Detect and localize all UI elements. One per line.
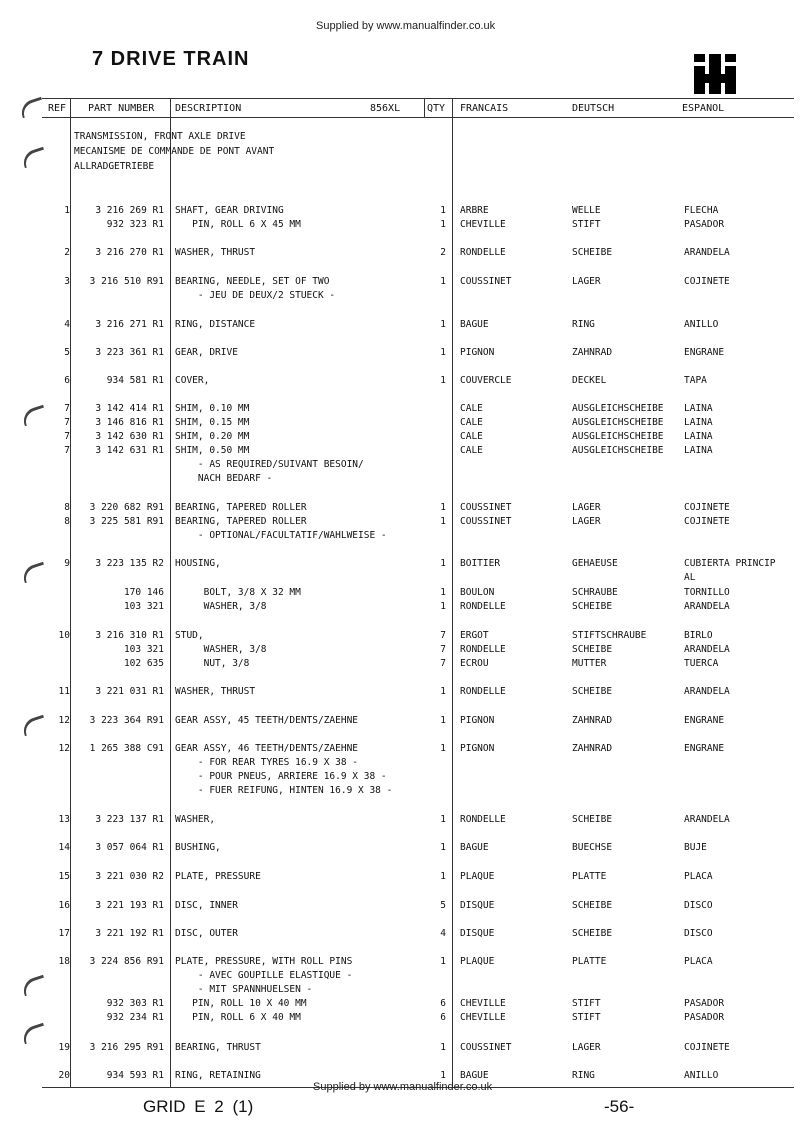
group-title-fr: MECANISME DE COMMANDE DE PONT AVANT — [74, 146, 275, 157]
row-fr: RONDELLE — [460, 247, 506, 258]
row-de: SCHEIBE — [572, 247, 613, 258]
row-es: BUJE — [684, 842, 707, 853]
row-de: MUTTER — [572, 658, 607, 669]
row-es: DISCO — [684, 900, 713, 911]
row-part: 932 303 R1 — [106, 998, 164, 1009]
row-desc: BEARING, NEEDLE, SET OF TWO — [175, 276, 330, 287]
row-de: ZAHNRAD — [572, 715, 613, 726]
row-fr: CALE — [460, 431, 483, 442]
row-qty: 1 — [440, 219, 446, 230]
row-qty: 1 — [440, 502, 446, 513]
row-desc: RING, RETAINING — [175, 1070, 261, 1081]
row-de: RING — [572, 319, 595, 330]
row-desc: STUD, — [175, 630, 204, 641]
row-fr: RONDELLE — [460, 814, 506, 825]
row-part: 170 146 — [123, 587, 164, 598]
row-qty: 1 — [440, 871, 446, 882]
row-ref: 7 — [64, 417, 70, 428]
row-es: TUERCA — [684, 658, 719, 669]
row-desc: RING, DISTANCE — [175, 319, 256, 330]
row-part: 3 224 856 R91 — [89, 956, 164, 967]
row-ref: 5 — [64, 347, 70, 358]
row-desc: - OPTIONAL/FACULTATIF/WAHLWEISE - — [175, 530, 387, 541]
row-desc: NACH BEDARF - — [175, 473, 273, 484]
row-desc: PIN, ROLL 10 X 40 MM — [175, 998, 307, 1009]
row-qty: 5 — [440, 900, 446, 911]
row-qty: 1 — [440, 1042, 446, 1053]
row-es: LAINA — [684, 445, 713, 456]
row-part: 3 223 137 R1 — [95, 814, 164, 825]
row-de: ZAHNRAD — [572, 347, 613, 358]
row-desc: DISC, OUTER — [175, 928, 238, 939]
row-desc: PLATE, PRESSURE, WITH ROLL PINS — [175, 956, 353, 967]
row-part: 3 223 361 R1 — [95, 347, 164, 358]
row-es: ARANDELA — [684, 247, 730, 258]
row-de: STIFTSCHRAUBE — [572, 630, 647, 641]
row-es: ARANDELA — [684, 601, 730, 612]
row-es: ENGRANE — [684, 347, 725, 358]
row-de: LAGER — [572, 276, 601, 287]
row-ref: 4 — [64, 319, 70, 330]
row-ref: 8 — [64, 516, 70, 527]
row-es: TORNILLO — [684, 587, 730, 598]
row-de: SCHEIBE — [572, 928, 613, 939]
punch-hole-mark — [20, 715, 47, 737]
row-part: 3 216 295 R91 — [89, 1042, 164, 1053]
row-part: 3 223 364 R91 — [89, 715, 164, 726]
row-fr: PIGNON — [460, 743, 495, 754]
punch-hole-mark — [18, 97, 45, 119]
row-es: PASADOR — [684, 998, 725, 1009]
row-de: SCHEIBE — [572, 686, 613, 697]
ih-logo-icon — [692, 52, 738, 96]
row-es: ENGRANE — [684, 743, 725, 754]
row-es: COJINETE — [684, 516, 730, 527]
row-desc: NUT, 3/8 — [175, 658, 250, 669]
row-es: ARANDELA — [684, 644, 730, 655]
row-desc: BEARING, TAPERED ROLLER — [175, 502, 307, 513]
row-es: COJINETE — [684, 276, 730, 287]
row-part: 103 321 — [123, 644, 164, 655]
row-fr: CALE — [460, 403, 483, 414]
row-es: LAINA — [684, 403, 713, 414]
row-desc: SHIM, 0.15 MM — [175, 417, 250, 428]
row-fr: CHEVILLE — [460, 219, 506, 230]
col-header-desc: DESCRIPTION — [175, 103, 242, 114]
row-desc: WASHER, 3/8 — [175, 601, 267, 612]
row-desc: - MIT SPANNHUELSEN - — [175, 984, 313, 995]
row-ref: 12 — [58, 715, 70, 726]
row-de: STIFT — [572, 998, 601, 1009]
row-qty: 1 — [440, 842, 446, 853]
row-ref: 1 — [64, 205, 70, 216]
row-qty: 1 — [440, 686, 446, 697]
row-desc: PLATE, PRESSURE — [175, 871, 261, 882]
row-desc: GEAR ASSY, 46 TEETH/DENTS/ZAEHNE — [175, 743, 359, 754]
col-header-ref: REF — [48, 103, 67, 114]
row-desc: - POUR PNEUS, ARRIERE 16.9 X 38 - — [175, 771, 387, 782]
col-header-qty: QTY — [427, 103, 446, 114]
row-fr: PIGNON — [460, 347, 495, 358]
row-ref: 9 — [64, 558, 70, 569]
row-qty: 7 — [440, 658, 446, 669]
row-fr: BOULON — [460, 587, 495, 598]
row-qty: 1 — [440, 743, 446, 754]
punch-hole-mark — [20, 975, 47, 997]
row-ref: 18 — [58, 956, 70, 967]
row-desc: DISC, INNER — [175, 900, 238, 911]
row-fr: CALE — [460, 445, 483, 456]
row-fr: BAGUE — [460, 1070, 489, 1081]
row-ref: 14 — [58, 842, 70, 853]
row-desc: - AVEC GOUPILLE ELASTIQUE - — [175, 970, 353, 981]
row-de: PLATTE — [572, 956, 607, 967]
supplier-watermark-top: Supplied by www.manualfinder.co.uk — [316, 20, 496, 32]
row-fr: COUSSINET — [460, 516, 512, 527]
punch-hole-mark — [20, 147, 47, 169]
row-fr: COUSSINET — [460, 276, 512, 287]
row-qty: 2 — [440, 247, 446, 258]
grid-reference: GRID E 2 (1) — [143, 1097, 254, 1116]
row-part: 1 265 388 C91 — [89, 743, 164, 754]
row-ref: 7 — [64, 445, 70, 456]
row-de: AUSGLEICHSCHEIBE — [572, 417, 664, 428]
row-part: 103 321 — [123, 601, 164, 612]
row-qty: 7 — [440, 630, 446, 641]
col-header-model: 856XL — [370, 103, 401, 114]
row-part: 3 221 030 R2 — [95, 871, 164, 882]
row-fr: DISQUE — [460, 900, 495, 911]
row-fr: PLAQUE — [460, 956, 495, 967]
row-de: BUECHSE — [572, 842, 613, 853]
row-part: 3 142 630 R1 — [95, 431, 164, 442]
row-es: TAPA — [684, 375, 707, 386]
row-de: STIFT — [572, 219, 601, 230]
row-fr: PIGNON — [460, 715, 495, 726]
row-es: ANILLO — [684, 319, 719, 330]
column-divider — [170, 98, 171, 1088]
row-es: PLACA — [684, 956, 713, 967]
row-fr: BOITIER — [460, 558, 501, 569]
row-de: SCHEIBE — [572, 814, 613, 825]
row-desc: GEAR ASSY, 45 TEETH/DENTS/ZAEHNE — [175, 715, 359, 726]
row-de: RING — [572, 1070, 595, 1081]
row-fr: ARBRE — [460, 205, 489, 216]
row-desc: WASHER, THRUST — [175, 686, 256, 697]
row-ref: 15 — [58, 871, 70, 882]
row-part: 3 223 135 R2 — [95, 558, 164, 569]
row-es: LAINA — [684, 417, 713, 428]
row-fr: CHEVILLE — [460, 1012, 506, 1023]
row-part: 3 221 192 R1 — [95, 928, 164, 939]
row-desc: BOLT, 3/8 X 32 MM — [175, 587, 301, 598]
row-desc: - AS REQUIRED/SUIVANT BESOIN/ — [175, 459, 364, 470]
row-qty: 1 — [440, 814, 446, 825]
row-part: 932 234 R1 — [106, 1012, 164, 1023]
row-fr: BAGUE — [460, 319, 489, 330]
row-es: ENGRANE — [684, 715, 725, 726]
col-header-es: ESPANOL — [682, 103, 725, 114]
row-es: DISCO — [684, 928, 713, 939]
row-fr: ECROU — [460, 658, 489, 669]
row-desc: BEARING, TAPERED ROLLER — [175, 516, 307, 527]
page-number: -56- — [604, 1097, 635, 1116]
row-qty: 1 — [440, 558, 446, 569]
row-part: 3 221 193 R1 — [95, 900, 164, 911]
row-ref: 3 — [64, 276, 70, 287]
row-fr: RONDELLE — [460, 601, 506, 612]
row-desc: BEARING, THRUST — [175, 1042, 261, 1053]
row-qty: 1 — [440, 319, 446, 330]
row-qty: 1 — [440, 1070, 446, 1081]
row-qty: 1 — [440, 205, 446, 216]
row-part: 3 142 414 R1 — [95, 403, 164, 414]
col-header-part: PART NUMBER — [88, 103, 155, 114]
row-desc: BUSHING, — [175, 842, 221, 853]
row-part: 3 146 816 R1 — [95, 417, 164, 428]
col-header-de: DEUTSCH — [572, 103, 615, 114]
punch-hole-mark — [20, 562, 47, 584]
row-fr: DISQUE — [460, 928, 495, 939]
row-es: LAINA — [684, 431, 713, 442]
row-qty: 1 — [440, 956, 446, 967]
row-es: ARANDELA — [684, 814, 730, 825]
row-ref: 12 — [58, 743, 70, 754]
row-es: PLACA — [684, 871, 713, 882]
row-ref: 16 — [58, 900, 70, 911]
col-header-fr: FRANCAIS — [460, 103, 509, 114]
table-header-bottom-rule — [42, 117, 794, 118]
row-es: ARANDELA — [684, 686, 730, 697]
row-desc: SHIM, 0.20 MM — [175, 431, 250, 442]
row-es: FLECHA — [684, 205, 719, 216]
row-ref: 20 — [58, 1070, 70, 1081]
row-ref: 10 — [58, 630, 70, 641]
row-fr: BAGUE — [460, 842, 489, 853]
row-es: CUBIERTA PRINCIP — [684, 558, 776, 569]
supplier-watermark-bottom: Supplied by www.manualfinder.co.uk — [313, 1081, 493, 1093]
row-desc: HOUSING, — [175, 558, 221, 569]
row-de: SCHEIBE — [572, 900, 613, 911]
column-divider — [424, 98, 425, 118]
group-title-en: TRANSMISSION, FRONT AXLE DRIVE — [74, 131, 246, 142]
row-qty: 1 — [440, 715, 446, 726]
row-ref: 13 — [58, 814, 70, 825]
row-part: 3 216 310 R1 — [95, 630, 164, 641]
row-desc: SHIM, 0.50 MM — [175, 445, 250, 456]
row-desc: COVER, — [175, 375, 210, 386]
row-part: 3 057 064 R1 — [95, 842, 164, 853]
row-qty: 6 — [440, 998, 446, 1009]
row-de: ZAHNRAD — [572, 743, 613, 754]
row-part: 3 216 269 R1 — [95, 205, 164, 216]
row-desc: WASHER, — [175, 814, 216, 825]
punch-hole-mark — [20, 405, 47, 427]
row-es: PASADOR — [684, 1012, 725, 1023]
row-part: 3 220 682 R91 — [89, 502, 164, 513]
row-ref: 17 — [58, 928, 70, 939]
row-part: 3 216 510 R91 — [89, 276, 164, 287]
row-fr: COUSSINET — [460, 1042, 512, 1053]
group-title-de: ALLRADGETRIEBE — [74, 161, 155, 172]
row-part: 934 581 R1 — [106, 375, 164, 386]
row-fr: COUVERCLE — [460, 375, 512, 386]
row-part: 934 593 R1 — [106, 1070, 164, 1081]
row-desc: - FUER REIFUNG, HINTEN 16.9 X 38 - — [175, 785, 393, 796]
row-ref: 7 — [64, 431, 70, 442]
row-qty: 7 — [440, 644, 446, 655]
row-de: AUSGLEICHSCHEIBE — [572, 431, 664, 442]
row-ref: 7 — [64, 403, 70, 414]
row-de: PLATTE — [572, 871, 607, 882]
row-fr: RONDELLE — [460, 686, 506, 697]
row-de: LAGER — [572, 516, 601, 527]
row-fr: CHEVILLE — [460, 998, 506, 1009]
row-ref: 6 — [64, 375, 70, 386]
row-ref: 19 — [58, 1042, 70, 1053]
row-qty: 1 — [440, 587, 446, 598]
row-part: 3 225 581 R91 — [89, 516, 164, 527]
row-de: LAGER — [572, 502, 601, 513]
row-de: GEHAEUSE — [572, 558, 618, 569]
row-desc: WASHER, 3/8 — [175, 644, 267, 655]
row-qty: 1 — [440, 347, 446, 358]
row-desc: PIN, ROLL 6 X 40 MM — [175, 1012, 301, 1023]
row-qty: 1 — [440, 276, 446, 287]
row-desc: - JEU DE DEUX/2 STUECK - — [175, 290, 336, 301]
row-ref: 2 — [64, 247, 70, 258]
row-de: SCHRAUBE — [572, 587, 618, 598]
row-desc: GEAR, DRIVE — [175, 347, 238, 358]
row-part: 102 635 — [123, 658, 164, 669]
row-es: COJINETE — [684, 1042, 730, 1053]
row-part: 3 216 270 R1 — [95, 247, 164, 258]
row-qty: 6 — [440, 1012, 446, 1023]
row-es: ANILLO — [684, 1070, 719, 1081]
row-fr: CALE — [460, 417, 483, 428]
row-desc: PIN, ROLL 6 X 45 MM — [175, 219, 301, 230]
row-de: DECKEL — [572, 375, 607, 386]
row-part: 3 142 631 R1 — [95, 445, 164, 456]
row-part: 932 323 R1 — [106, 219, 164, 230]
row-es: COJINETE — [684, 502, 730, 513]
row-ref: 11 — [58, 686, 70, 697]
row-ref: 8 — [64, 502, 70, 513]
punch-hole-mark — [20, 1023, 47, 1045]
row-qty: 1 — [440, 601, 446, 612]
row-es: PASADOR — [684, 219, 725, 230]
column-divider — [452, 98, 453, 1088]
row-de: SCHEIBE — [572, 601, 613, 612]
row-desc: WASHER, THRUST — [175, 247, 256, 258]
row-es: AL — [684, 572, 696, 583]
row-part: 3 221 031 R1 — [95, 686, 164, 697]
row-desc: SHIM, 0.10 MM — [175, 403, 250, 414]
row-de: SCHEIBE — [572, 644, 613, 655]
row-fr: COUSSINET — [460, 502, 512, 513]
row-part: 3 216 271 R1 — [95, 319, 164, 330]
row-desc: - FOR REAR TYRES 16.9 X 38 - — [175, 757, 359, 768]
row-de: WELLE — [572, 205, 601, 216]
row-de: AUSGLEICHSCHEIBE — [572, 403, 664, 414]
row-desc: SHAFT, GEAR DRIVING — [175, 205, 284, 216]
row-fr: ERGOT — [460, 630, 489, 641]
row-fr: RONDELLE — [460, 644, 506, 655]
section-title: 7 DRIVE TRAIN — [92, 48, 250, 70]
row-qty: 4 — [440, 928, 446, 939]
row-de: LAGER — [572, 1042, 601, 1053]
row-qty: 1 — [440, 375, 446, 386]
row-fr: PLAQUE — [460, 871, 495, 882]
table-header-top-rule — [42, 98, 794, 99]
row-qty: 1 — [440, 516, 446, 527]
row-es: BIRLO — [684, 630, 713, 641]
row-de: STIFT — [572, 1012, 601, 1023]
row-de: AUSGLEICHSCHEIBE — [572, 445, 664, 456]
